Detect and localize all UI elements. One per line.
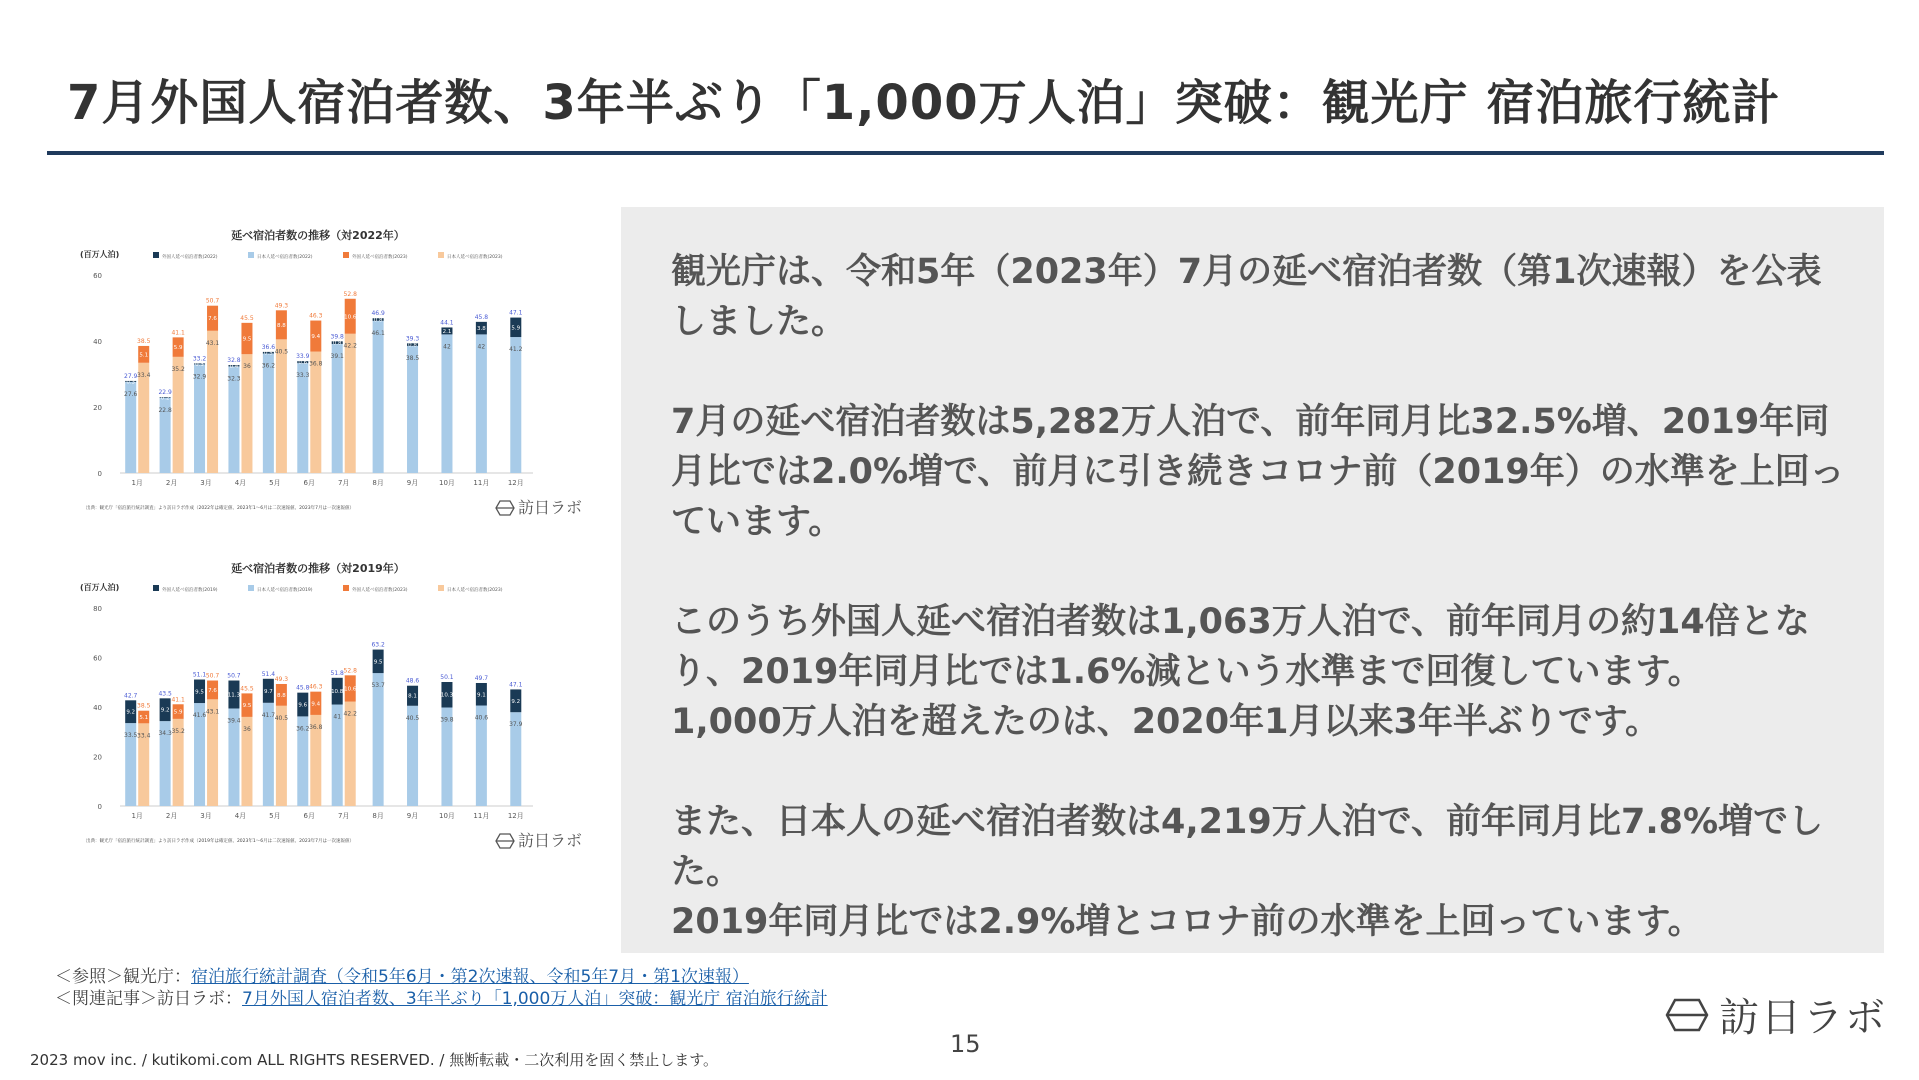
page-number: 15 <box>950 1030 981 1058</box>
legend-label: 外国人延べ宿泊者数(2023) <box>352 255 408 260</box>
data-label-japanese-current: 43.1 <box>205 708 220 716</box>
legend-swatch <box>248 585 254 591</box>
data-label-total-current: 50.7 <box>205 297 220 305</box>
data-label-total-base: 51.8 <box>330 669 344 677</box>
chart-2019 <box>78 558 603 858</box>
data-label-japanese-base: 39.4 <box>227 717 241 725</box>
data-label-foreign-base: 9.2 <box>160 707 170 714</box>
x-tick-label: 4月 <box>234 812 247 820</box>
summary-paragraph-4a: また、日本人の延べ宿泊者数は4,219万人泊で、前年同月比7.8%増でした。 <box>671 802 1824 892</box>
data-label-total-base: 45.8 <box>474 313 489 321</box>
brand-logo <box>1665 986 1887 1043</box>
legend-swatch <box>438 252 444 258</box>
x-tick-label: 1月 <box>131 479 143 487</box>
bar-japanese-current <box>310 352 321 473</box>
data-label-foreign-current: 9.5 <box>242 336 252 343</box>
data-label-foreign-base: 0.3 <box>195 361 204 368</box>
y-tick-label: 40 <box>93 704 102 712</box>
y-tick-label: 0 <box>97 470 102 478</box>
chart-brand-logo <box>496 831 582 850</box>
data-label-total-base: 48.6 <box>405 677 420 685</box>
data-label-foreign-base: 2.1 <box>442 328 452 335</box>
data-label-total-base: 47.1 <box>509 681 523 689</box>
chart-title: 延べ宿泊者数の推移（対2022年） <box>231 229 405 242</box>
data-label-foreign-base: 0.6 <box>298 360 308 367</box>
data-label-japanese-current: 40.5 <box>274 714 289 722</box>
data-label-japanese-base: 41.6 <box>192 712 207 720</box>
legend-label: 日本人延べ宿泊者数(2023) <box>447 255 503 260</box>
bar-japanese-current <box>241 354 252 473</box>
x-tick-label: 6月 <box>303 479 316 487</box>
legend-label: 外国人延べ宿泊者数(2023) <box>352 588 408 593</box>
data-label-total-base: 39.8 <box>330 333 344 341</box>
legend-swatch <box>153 585 159 591</box>
data-label-japanese-base: 40.6 <box>474 714 489 722</box>
chart-brand-logo <box>496 498 582 517</box>
data-label-foreign-current: 8.8 <box>277 692 286 699</box>
x-tick-label: 7月 <box>337 812 350 820</box>
x-tick-label: 11月 <box>473 812 490 820</box>
data-label-japanese-base: 46.1 <box>371 329 385 337</box>
x-tick-label: 11月 <box>473 479 490 487</box>
summary-panel <box>621 207 1884 953</box>
data-label-total-current: 49.3 <box>274 675 289 683</box>
ref-2-prefix: ＜関連記事＞訪日ラボ： <box>55 989 242 1009</box>
data-label-foreign-current: 9.4 <box>311 334 321 341</box>
y-axis-label: (百万人泊) <box>80 250 120 259</box>
legend-label: 日本人延べ宿泊者数(2023) <box>447 588 503 593</box>
data-label-total-current: 45.5 <box>240 685 254 693</box>
data-label-foreign-base: 9.1 <box>477 692 486 699</box>
chart-2022 <box>78 225 603 525</box>
data-label-japanese-base: 27.6 <box>124 390 138 398</box>
data-label-foreign-base: 8.1 <box>408 693 417 700</box>
data-label-japanese-base: 39.8 <box>440 716 454 724</box>
chart-2019-svg <box>78 558 603 858</box>
legend-swatch <box>248 252 254 258</box>
data-label-japanese-base: 40.5 <box>405 714 420 722</box>
bar-japanese-current <box>207 699 218 806</box>
data-label-japanese-base: 33.3 <box>296 372 310 380</box>
data-label-total-current: 52.8 <box>343 667 357 675</box>
data-label-japanese-base: 42 <box>443 343 451 351</box>
data-label-total-base: 36.6 <box>261 343 276 351</box>
data-label-total-current: 38.5 <box>137 337 151 345</box>
brand-name: 訪日ラボ <box>1719 995 1887 1041</box>
legend-swatch <box>343 252 349 258</box>
bar-japanese-base <box>194 361 205 473</box>
bar-japanese-base <box>373 321 384 473</box>
data-label-japanese-base: 36.2 <box>296 725 310 733</box>
data-label-foreign-base: 0.8 <box>408 342 417 349</box>
data-label-japanese-base: 34.3 <box>158 730 172 738</box>
data-label-total-current: 41.1 <box>171 329 185 337</box>
data-label-japanese-current: 40.5 <box>274 348 289 356</box>
chart-brand-name: 訪日ラボ <box>518 498 583 517</box>
data-label-total-base: 51.4 <box>261 670 276 678</box>
data-label-total-base: 22.9 <box>158 389 172 397</box>
y-axis-label: (百万人泊) <box>80 583 120 592</box>
y-tick-label: 20 <box>93 753 102 762</box>
copyright: 2023 mov inc. / kutikomi.com ALL RIGHTS RESERVED. / 無断転載・二次利用を固く禁止します。 <box>30 1051 719 1069</box>
data-label-foreign-base: 9.2 <box>126 709 136 716</box>
data-label-total-base: 47.1 <box>509 309 523 317</box>
data-label-foreign-base: 11.3 <box>227 692 241 699</box>
data-label-foreign-base: 0.8 <box>373 317 383 324</box>
data-label-japanese-base: 36.2 <box>261 362 276 370</box>
data-label-foreign-current: 5.9 <box>173 345 183 352</box>
x-tick-label: 5月 <box>269 479 281 487</box>
data-label-total-base: 32.8 <box>227 357 241 365</box>
legend-swatch <box>153 252 159 258</box>
data-label-japanese-current: 42.2 <box>343 342 357 350</box>
x-tick-label: 5月 <box>269 812 281 820</box>
data-label-total-base: 51.1 <box>192 671 207 679</box>
data-label-total-current: 41.1 <box>171 696 185 704</box>
data-label-total-base: 50.7 <box>227 672 241 680</box>
data-label-japanese-current: 36.8 <box>309 723 323 731</box>
x-tick-label: 10月 <box>438 812 455 820</box>
bar-japanese-current <box>207 331 218 473</box>
x-tick-label: 2月 <box>165 479 178 487</box>
bar-japanese-current <box>173 357 184 473</box>
chart-brand-name: 訪日ラボ <box>518 831 583 850</box>
data-label-foreign-current: 8.8 <box>277 322 286 329</box>
summary-paragraph-4b: 2019年同月比では2.9%増とコロナ前の水準を上回っています。 <box>671 902 1703 942</box>
x-tick-label: 3月 <box>200 479 212 487</box>
data-label-foreign-base: 0.2 <box>160 395 170 402</box>
data-label-total-base: 43.5 <box>158 690 172 698</box>
summary-paragraph-1: 観光庁は、令和5年（2023年）7月の延べ宿泊者数（第1次速報）を公表しました。 <box>671 252 1822 342</box>
data-label-total-current: 46.3 <box>309 312 323 320</box>
x-tick-label: 2月 <box>165 812 178 820</box>
data-label-foreign-current: 9.4 <box>311 701 321 708</box>
data-label-total-base: 49.7 <box>474 674 489 682</box>
y-tick-label: 80 <box>93 605 102 613</box>
bar-japanese-base <box>263 354 274 473</box>
data-label-foreign-base: 9.2 <box>511 698 521 705</box>
data-label-foreign-base: 0.3 <box>126 379 136 386</box>
ref-1-prefix: ＜参照＞観光庁： <box>55 967 191 987</box>
ref-2-link[interactable]: 7月外国人宿泊者数、3年半ぶり「1,000万人泊」突破：観光庁 宿泊旅行統計 <box>242 989 828 1009</box>
x-tick-label: 8月 <box>372 479 384 487</box>
x-tick-label: 4月 <box>234 479 247 487</box>
data-label-total-base: 39.3 <box>405 335 420 343</box>
data-label-foreign-current: 10.6 <box>344 314 357 321</box>
data-label-foreign-base: 9.6 <box>298 702 308 709</box>
data-label-foreign-base: 10.8 <box>331 689 344 696</box>
bar-japanese-current <box>276 339 287 473</box>
y-tick-label: 20 <box>93 404 102 412</box>
data-label-japanese-base: 42 <box>477 343 486 351</box>
page-title: 7月外国人宿泊者数、3年半ぶり「1,000万人泊」突破：観光庁 宿泊旅行統計 <box>67 75 1781 131</box>
data-label-total-base: 33.9 <box>296 353 310 361</box>
data-label-foreign-current: 5.9 <box>173 709 183 716</box>
data-label-total-base: 50.1 <box>440 674 454 682</box>
data-label-japanese-base: 33.5 <box>124 732 138 740</box>
data-label-foreign-base: 9.7 <box>263 688 273 695</box>
data-label-total-base: 42.7 <box>124 692 138 700</box>
data-label-japanese-base: 41 <box>333 713 342 721</box>
data-label-total-base: 45.8 <box>296 684 310 692</box>
x-tick-label: 1月 <box>131 812 143 820</box>
data-label-japanese-current: 36.8 <box>309 360 323 368</box>
brand-mark-icon <box>1665 997 1709 1033</box>
references <box>55 966 828 1010</box>
x-tick-label: 12月 <box>507 479 524 487</box>
y-tick-label: 60 <box>93 654 102 663</box>
data-label-foreign-current: 9.5 <box>242 703 252 710</box>
data-label-japanese-current: 33.4 <box>137 371 151 379</box>
x-tick-label: 9月 <box>406 479 419 487</box>
y-tick-label: 40 <box>93 338 102 346</box>
data-label-total-current: 38.5 <box>137 702 151 710</box>
data-label-japanese-base: 41.7 <box>261 711 276 719</box>
legend-swatch <box>343 585 349 591</box>
legend-label: 外国人延べ宿泊者数(2019) <box>162 588 218 593</box>
chart-title: 延べ宿泊者数の推移（対2019年） <box>231 562 405 575</box>
summary-paragraph-3b: 1,000万人泊を超えたのは、2020年1月以来3年半ぶりです。 <box>671 702 1661 742</box>
data-label-total-base: 46.9 <box>371 310 385 318</box>
y-tick-label: 60 <box>93 272 102 280</box>
data-label-foreign-base: 0.8 <box>332 340 342 347</box>
data-label-foreign-current: 5.1 <box>139 715 149 722</box>
ref-1-link[interactable]: 宿泊旅行統計調査（令和5年6月・第2次速報、令和5年7月・第1次速報） <box>191 967 749 987</box>
data-label-foreign-base: 0.5 <box>263 350 273 357</box>
data-label-foreign-current: 10.6 <box>344 686 357 693</box>
data-label-total-current: 49.3 <box>274 302 289 310</box>
data-label-japanese-base: 32.3 <box>227 375 241 383</box>
chart-source: 出典：観光庁「宿泊旅行統計調査」より訪日ラボ作成（2019年は確定値、2023年1〜6月は二次速報値、2023年7月は一次速報値） <box>86 839 354 844</box>
data-label-japanese-base: 38.5 <box>405 354 420 362</box>
chart-source: 出典：観光庁「宿泊旅行統計調査」より訪日ラボ作成（2022年は確定値、2023年1〜6月は二次速報値、2023年7月は一次速報値） <box>86 506 354 511</box>
data-label-japanese-base: 32.9 <box>192 373 207 381</box>
chart-2022-svg <box>78 225 603 525</box>
data-label-japanese-base: 22.8 <box>158 406 172 414</box>
x-tick-label: 6月 <box>303 812 316 820</box>
legend-label: 日本人延べ宿泊者数(2022) <box>257 255 313 260</box>
data-label-japanese-base: 41.2 <box>509 346 523 354</box>
data-label-foreign-current: 7.6 <box>208 687 217 694</box>
data-label-foreign-current: 7.6 <box>208 316 217 323</box>
bar-japanese-base <box>332 344 343 473</box>
x-tick-label: 10月 <box>438 479 455 487</box>
data-label-total-base: 44.1 <box>440 319 454 327</box>
data-label-foreign-current: 5.1 <box>139 352 149 359</box>
legend-swatch <box>438 585 444 591</box>
data-label-japanese-current: 35.2 <box>171 727 185 735</box>
data-label-foreign-base: 3.8 <box>477 326 486 333</box>
data-label-japanese-base: 37.9 <box>509 721 523 729</box>
data-label-japanese-current: 36 <box>243 363 251 371</box>
data-label-foreign-base: 0.4 <box>229 363 239 370</box>
x-tick-label: 8月 <box>372 812 384 820</box>
x-tick-label: 12月 <box>507 812 524 820</box>
legend-label: 日本人延べ宿泊者数(2019) <box>257 588 313 593</box>
data-label-total-current: 52.8 <box>343 290 357 298</box>
bar-japanese-current <box>138 363 149 473</box>
data-label-japanese-base: 39.1 <box>330 352 344 360</box>
bar-japanese-base <box>297 363 308 473</box>
data-label-japanese-current: 36 <box>243 725 251 733</box>
data-label-total-current: 46.3 <box>309 683 323 691</box>
title-divider <box>47 151 1884 155</box>
data-label-japanese-current: 33.4 <box>137 732 151 740</box>
bar-japanese-base <box>373 673 384 806</box>
data-label-foreign-base: 9.5 <box>195 689 204 696</box>
x-tick-label: 9月 <box>406 812 419 820</box>
bar-japanese-current <box>345 334 356 473</box>
data-label-foreign-base: 5.9 <box>511 325 521 332</box>
data-label-japanese-current: 35.2 <box>171 365 185 373</box>
data-label-total-base: 33.2 <box>192 355 207 363</box>
data-label-japanese-current: 42.2 <box>343 710 357 718</box>
x-tick-label: 3月 <box>200 812 212 820</box>
summary-paragraph-3a: このうち外国人延べ宿泊者数は1,063万人泊で、前年同月の約14倍となり、2019年同月比では1.6%減という水準まで回復しています。 <box>671 602 1810 692</box>
bar-japanese-base <box>441 334 452 473</box>
legend-label: 外国人延べ宿泊者数(2022) <box>162 255 218 260</box>
data-label-total-base: 63.2 <box>371 641 385 649</box>
data-label-total-base: 27.9 <box>124 372 138 380</box>
x-tick-label: 7月 <box>337 479 350 487</box>
data-label-total-current: 45.5 <box>240 314 254 322</box>
data-label-japanese-base: 53.7 <box>371 682 385 690</box>
data-label-total-current: 50.7 <box>205 672 220 680</box>
data-label-foreign-base: 9.5 <box>373 659 383 666</box>
data-label-japanese-current: 43.1 <box>205 339 220 347</box>
bar-japanese-base <box>510 337 521 473</box>
data-label-foreign-base: 10.3 <box>440 692 454 699</box>
y-tick-label: 0 <box>97 803 102 811</box>
summary-paragraph-2: 7月の延べ宿泊者数は5,282万人泊で、前年同月比32.5%増、2019年同月比では2.0%増で、前月に引き続きコロナ前（2019年）の水準を上回っています。 <box>671 402 1845 542</box>
bar-japanese-base <box>476 334 487 473</box>
bar-japanese-base <box>407 346 418 473</box>
